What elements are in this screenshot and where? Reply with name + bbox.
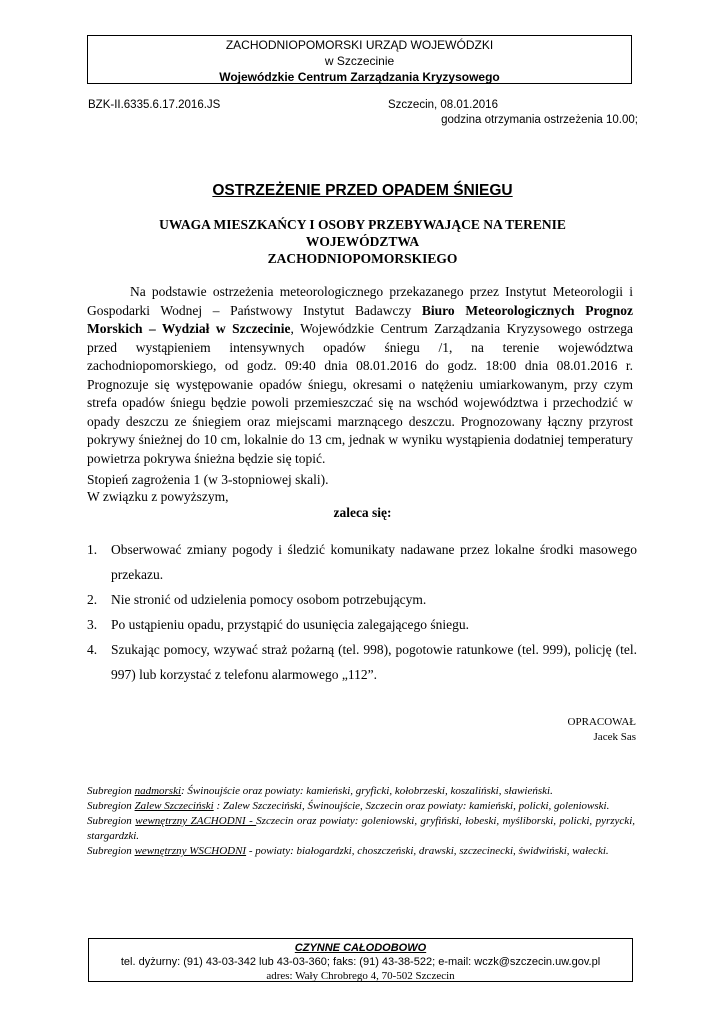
subregion-name: nadmorski — [134, 785, 182, 797]
footer-address: adres: Wały Chrobrego 4, 70-502 Szczecin — [266, 970, 455, 982]
subregion-desc: Szczecin oraz powiaty: goleniowski, gryfiński, łobeski, myśliborski, policki, pyrzycki, stargardzki. — [87, 815, 635, 842]
header-center: Wojewódzkie Centrum Zarządzania Kryzysowego — [219, 70, 500, 84]
item-text: Obserwować zmiany pogody i śledzić komunikaty nadawane przez lokalne środki masowego przekazu. — [111, 542, 637, 582]
footer-contact: tel. dyżurny: (91) 43-03-342 lub 43-03-360; faks: (91) 43-38-522; e-mail: wczk@szczecin.uw.gov.pl — [120, 956, 601, 968]
subregions-note — [87, 784, 635, 859]
subregion-prefix: Subregion — [87, 800, 135, 812]
item-number: 2. — [87, 592, 98, 607]
subtitle-line: ZACHODNIOPOMORSKIEGO — [267, 251, 458, 266]
header-box — [87, 35, 632, 84]
footer-box — [88, 938, 633, 982]
recommendation-item — [87, 637, 637, 687]
risk-level: Stopień zagrożenia 1 (w 3-stopniowej skali). — [87, 472, 329, 487]
subregion-prefix: Subregion — [87, 815, 136, 827]
header-office: ZACHODNIOPOMORSKI URZĄD WOJEWÓDZKI — [225, 38, 494, 52]
subregion-prefix: Subregion — [87, 845, 135, 857]
header-city: w Szczecinie — [324, 54, 395, 68]
subregion-desc: : Świnoujście oraz powiaty: kamieński, gryficki, kołobrzeski, koszaliński, sławieński. — [181, 785, 553, 797]
document-subtitle — [130, 216, 595, 267]
signer-name: Jacek Sas — [593, 731, 636, 743]
subregion-desc: - powiaty: białogardzki, choszczeński, drawski, szczecinecki, świdwiński, wałecki. — [246, 845, 609, 857]
risk-section — [87, 471, 328, 505]
recommendation-list — [87, 537, 637, 687]
warning-paragraph — [87, 283, 633, 468]
item-number: 1. — [87, 542, 98, 557]
subregion-line — [87, 814, 635, 844]
recommendation-item — [87, 587, 637, 612]
item-number: 4. — [87, 642, 98, 657]
subtitle-line: UWAGA MIESZKAŃCY I OSOBY PRZEBYWAJĄCE NA TERENIE — [159, 217, 566, 232]
subregion-prefix: Subregion — [87, 785, 135, 797]
signer-label: OPRACOWAŁ — [567, 716, 636, 728]
signer-block — [568, 715, 636, 745]
subregion-desc: : Zalew Szczeciński, Świnoujście, Szczecin oraz powiaty: kamieński, policki, goleniowski. — [213, 800, 610, 812]
recommendation-item — [87, 612, 637, 637]
footer-hours: CZYNNE CAŁODOBOWO — [294, 942, 427, 954]
item-text: Po ustąpieniu opadu, przystąpić do usunięcia zalegającego śniegu. — [111, 617, 470, 632]
warning-body — [87, 283, 633, 468]
subtitle-line: WOJEWÓDZTWA — [305, 234, 420, 249]
subregion-line — [87, 784, 635, 799]
recommend-label: zaleca się: — [333, 505, 392, 520]
body-bold-source: Biuro Meteorologicznych Prognoz Morskich – Wydział w Szczecinie — [87, 302, 633, 336]
subregion-line — [87, 799, 635, 814]
subregion-line — [87, 844, 635, 859]
body-part2: , Wojewódzkie Centrum Zarządzania Kryzysowego ostrzega przed wystąpieniem intensywnych opadów śniegu /1, na terenie województwa zachodniopomorskiego, od godz. 09:40 dnia 08.01.2016 do godz. 18:00 dnia 08.01.2016 r. Prognozuje się występowanie opadów śniegu, okresami o natężeniu umiarkowanym, przy czym strefa opadów śniegu będzie powoli przemieszczać się na wschód województwa i przechodzić w opady deszczu ze śniegiem oraz miejscami marznącego deszczu. Prognozowany łączny przyrost pokrywy śnieżnej do 10 cm, lokalnie do 13 cm, jednak w wyniku wystąpienia dodatniej temperatury powietrza pokrywa śnieżna będzie się topić. — [87, 321, 633, 466]
issue-date: Szczecin, 08.01.2016 — [388, 99, 498, 111]
risk-intro: W związku z powyższym, — [87, 489, 229, 504]
document-title: OSTRZEŻENIE PRZED OPADEM ŚNIEGU — [212, 182, 513, 199]
reference-number: BZK-II.6335.6.17.2016.JS — [88, 99, 221, 111]
subregion-name: wewnętrzny ZACHODNI - — [135, 815, 257, 827]
subregion-name: Zalew Szczeciński — [134, 800, 214, 812]
item-number: 3. — [87, 617, 98, 632]
body-part1: Na podstawie ostrzeżenia meteorologicznego przekazanego przez Instytut Meteorologii i Gospodarki Wodnej – Państwowy Instytut Badawczy — [87, 284, 633, 318]
subregion-name: wewnętrzny WSCHODNI — [134, 845, 247, 857]
item-text: Nie stronić od udzielenia pomocy osobom potrzebującym. — [111, 592, 427, 607]
recommendation-item — [87, 537, 637, 587]
received-time: godzina otrzymania ostrzeżenia 10.00; — [441, 114, 638, 126]
item-text: Szukając pomocy, wzywać straż pożarną (tel. 998), pogotowie ratunkowe (tel. 999), policję (tel. 997) lub korzystać z telefonu alarmowego „112”. — [111, 642, 637, 682]
